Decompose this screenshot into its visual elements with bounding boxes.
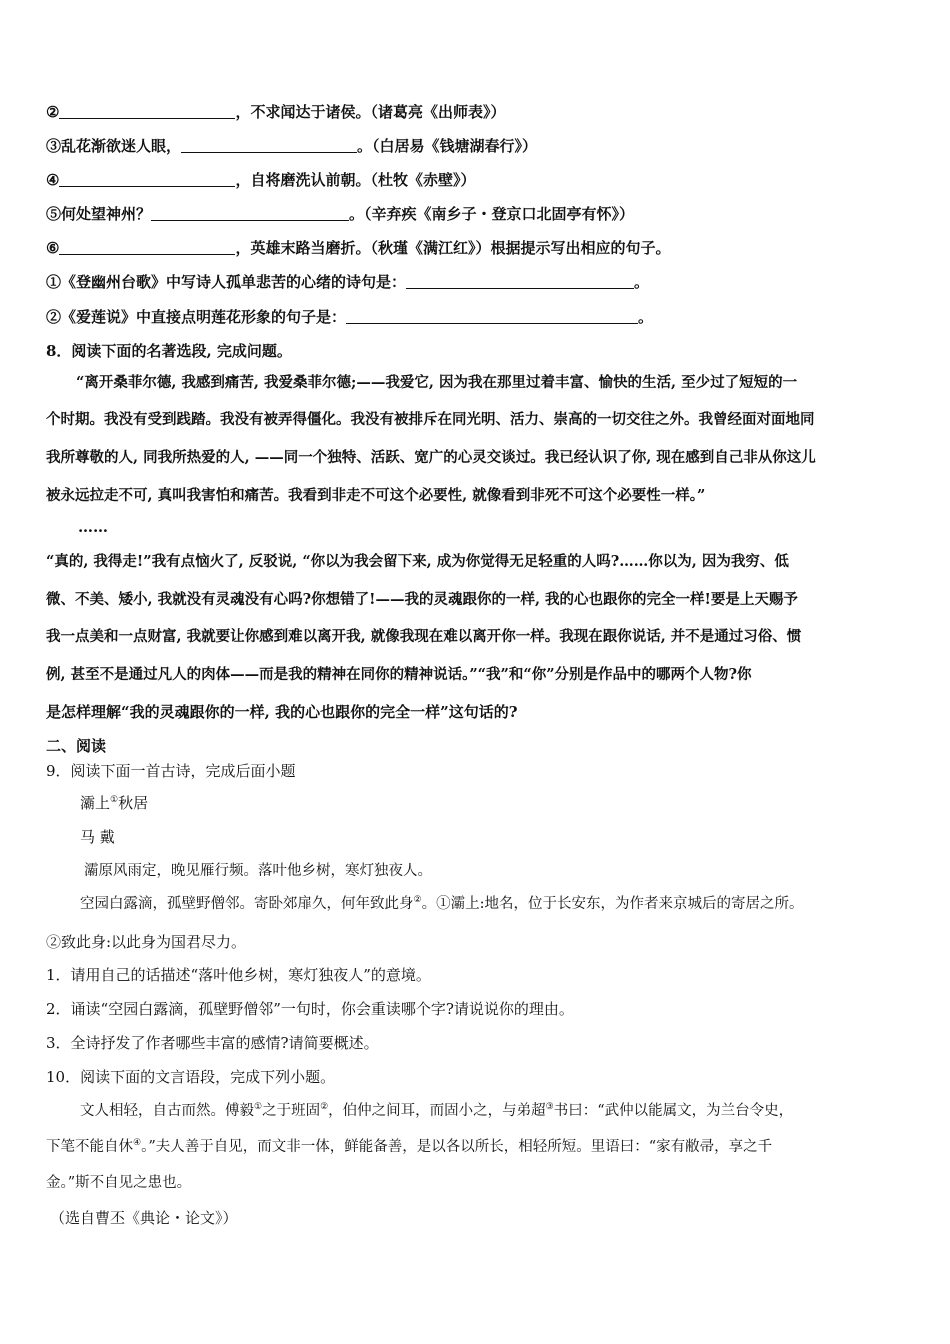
- classical-text-line: 金。”斯不自见之患也。: [46, 1175, 192, 1191]
- answer-blank[interactable]: [151, 205, 349, 221]
- poem-title-text: 灞上: [80, 794, 111, 812]
- q9-question: 2．诵读“空园白露滴，孤壁野僧邻”一句时，你会重读哪个字?请说说你的理由。: [46, 1000, 574, 1018]
- section-heading: 二、阅读: [46, 737, 107, 755]
- prompt-text: ①《登幽州台歌》中写诗人孤单悲苦的心绪的诗句是：: [46, 273, 407, 291]
- prompt-end: 。: [634, 273, 650, 291]
- q8-title: 8．阅读下面的名著选段, 完成问题。: [46, 342, 292, 360]
- fill-in-label: ⑤何处望神州？: [46, 205, 152, 223]
- answer-blank[interactable]: [59, 239, 235, 255]
- source-citation: （选自曹丕《典论・论文》）: [50, 1209, 238, 1227]
- footnote-marker: ④: [133, 1138, 142, 1148]
- prompt-line-1: [46, 272, 649, 292]
- poem-title-text: 秋居: [118, 794, 149, 812]
- fill-in-text: 。（辛弃疾《南乡子・登京口北固亭有怀》）: [349, 205, 635, 223]
- fill-in-text: ，英雄末路当磨折。（秋瑾《满江红》）根据提示写出相应的句子。: [235, 239, 671, 257]
- poem-note: ②致此身:以此身为国君尽力。: [46, 933, 247, 951]
- fill-in-line-5: [46, 204, 634, 224]
- fill-in-line-2: [46, 102, 505, 122]
- fill-in-label: ⑥: [46, 239, 60, 257]
- footnote-marker: ①: [110, 795, 119, 805]
- footnote-marker: ①: [254, 1102, 263, 1112]
- classical-text: 。”夫人善于自见，而文非一体，鲜能备善，是以各以所长，相轻所短。里语曰：“家有敝帚，享之千: [141, 1139, 773, 1155]
- q8-para2-line: 微、不美、矮小, 我就没有灵魂没有心吗?你想错了!——我的灵魂跟你的一样, 我的心也跟你的完全一样!要是上天赐予: [46, 591, 798, 608]
- q9-question: 1．请用自己的话描述“落叶他乡树，寒灯独夜人”的意境。: [46, 966, 431, 984]
- q8-para1-line: 被永远拉走不可, 真叫我害怕和痛苦。我看到非走不可这个必要性, 就像看到非死不可这个必要性一样。”: [46, 487, 706, 504]
- q8-para2-line: 是怎样理解“我的灵魂跟你的一样, 我的心也跟你的完全一样”这句话的?: [46, 703, 518, 721]
- answer-blank[interactable]: [59, 103, 235, 119]
- q8-para2-line: 我一点美和一点财富, 我就要让你感到难以离开我, 就像我现在难以离开你一样。我现在跟你说话, 并不是通过习俗、惯: [46, 628, 802, 645]
- q8-para2-line: 例, 甚至不是通过凡人的肉体——而是我的精神在同你的精神说话。”“我”和“你”分别是作品中的哪两个人物?你: [46, 666, 752, 683]
- poem-title: [80, 793, 148, 813]
- classical-text-line: [80, 1101, 793, 1121]
- fill-in-label: ②: [46, 103, 60, 121]
- answer-blank[interactable]: [181, 137, 357, 153]
- q8-para1-line: 我所尊敬的人, 同我所热爱的人, ——同一个独特、活跃、宽广的心灵交谈过。我已经认识了你, 现在感到自己非从你这儿: [46, 449, 816, 466]
- answer-blank[interactable]: [406, 273, 634, 289]
- fill-in-text: 。（白居易《钱塘湖春行》）: [357, 137, 538, 155]
- poem-author: 马 戴: [80, 828, 115, 846]
- fill-in-label: ④: [46, 171, 60, 189]
- poem-text: 。①灞上:地名，位于长安东，为作者来京城后的寄居之所。: [421, 896, 804, 912]
- fill-in-line-6: [46, 238, 670, 258]
- footnote-marker: ②: [320, 1102, 329, 1112]
- footnote-marker: ②: [413, 895, 422, 905]
- q9-title: 9．阅读下面一首古诗，完成后面小题: [46, 762, 296, 780]
- fill-in-label: ③乱花渐欲迷人眼，: [46, 137, 182, 155]
- classical-text: 书曰：“武仲以能属文，为兰台令史，: [553, 1103, 794, 1119]
- q8-para2-line: “真的, 我得走!”我有点恼火了, 反驳说, “你以为我会留下来, 成为你觉得无足轻重的人吗?……你以为, 因为我穷、低: [46, 553, 789, 570]
- prompt-text: ②《爱莲说》中直接点明莲花形象的句子是：: [46, 308, 347, 326]
- classical-text: 下笔不能自休: [46, 1139, 133, 1155]
- fill-in-line-3: [46, 136, 537, 156]
- poem-text: 空园白露滴，孤壁野僧邻。寄卧郊扉久，何年致此身: [80, 896, 414, 912]
- classical-text: ，伯仲之间耳，而固小之，与弟超: [328, 1103, 546, 1119]
- classical-text-line: [46, 1137, 772, 1157]
- classical-text: 之于班固: [262, 1103, 321, 1119]
- answer-blank[interactable]: [59, 171, 235, 187]
- fill-in-line-4: [46, 170, 475, 190]
- poem-line: 灞原风雨定，晚见雁行频。落叶他乡树，寒灯独夜人。: [84, 863, 432, 879]
- footnote-marker: ③: [545, 1102, 554, 1112]
- q8-para1-line: 个时期。我没有受到践踏。我没有被弄得僵化。我没有被排斥在同光明、活力、崇高的一切交往之外。我曾经面对面地同: [46, 411, 815, 428]
- prompt-end: 。: [638, 308, 654, 326]
- q8-para1-line: “离开桑菲尔德, 我感到痛苦, 我爱桑菲尔德;——我爱它, 因为我在那里过着丰富、愉快的生活, 至少过了短短的一: [76, 374, 798, 391]
- q9-question: 3．全诗抒发了作者哪些丰富的感情?请简要概述。: [46, 1034, 379, 1052]
- fill-in-text: ，不求闻达于诸侯。（诸葛亮《出师表》）: [235, 103, 506, 121]
- classical-text: 文人相轻，自古而然。傅毅: [80, 1103, 254, 1119]
- q8-ellipsis: ……: [78, 518, 108, 536]
- prompt-line-2: [46, 307, 653, 327]
- answer-blank[interactable]: [346, 308, 638, 324]
- q10-title: 10．阅读下面的文言语段，完成下列小题。: [46, 1068, 336, 1086]
- fill-in-text: ，自将磨洗认前朝。（杜牧《赤壁》）: [235, 171, 476, 189]
- poem-line: [80, 894, 803, 914]
